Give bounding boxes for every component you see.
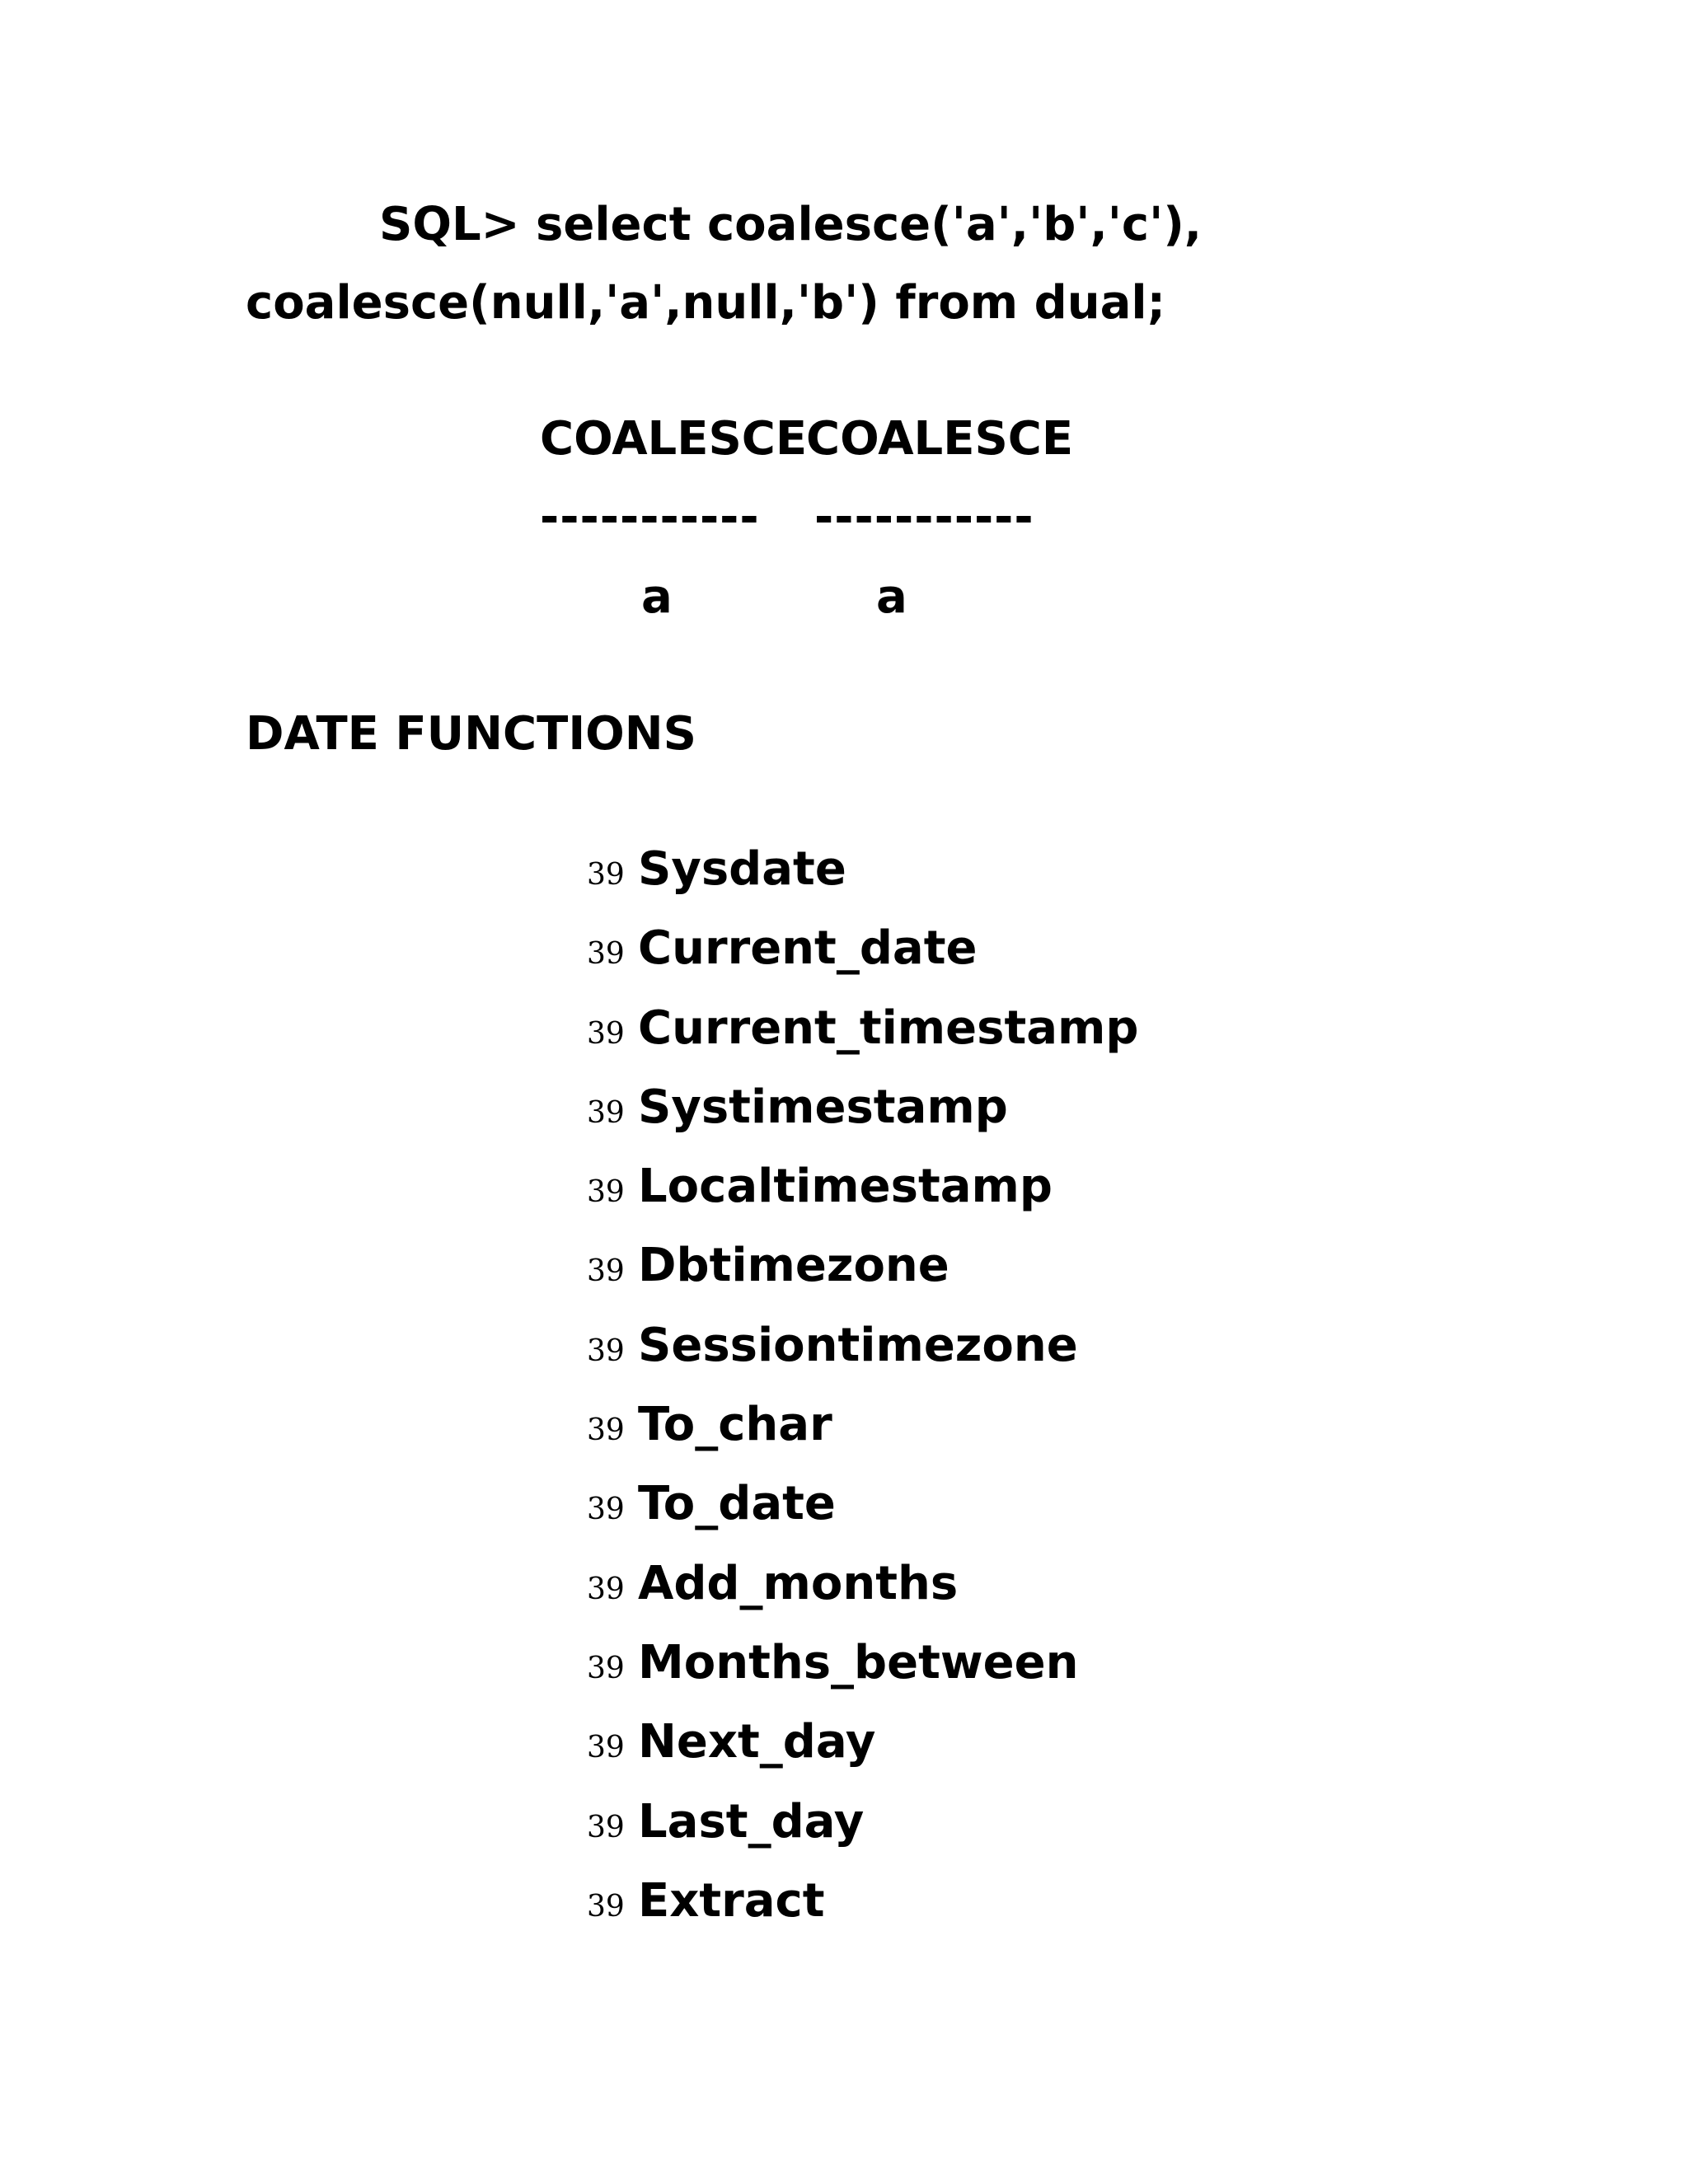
function-name: Next_day <box>638 1715 876 1769</box>
function-name: Add_months <box>638 1556 959 1610</box>
list-item <box>587 1319 1138 1398</box>
list-item <box>587 921 1138 1001</box>
bullet-marker: 39 <box>587 1333 625 1368</box>
bullet-marker: 39 <box>587 1254 625 1289</box>
bullet-marker: 39 <box>587 1651 625 1685</box>
sql-query-line-2: coalesce(null,'a',null,'b') from dual; <box>246 276 1165 330</box>
result-cell-value: a <box>876 570 907 624</box>
bullet-marker: 39 <box>587 937 625 972</box>
list-item <box>587 1080 1138 1160</box>
function-name: Current_timestamp <box>638 1001 1139 1055</box>
function-name: Last_day <box>638 1794 865 1849</box>
result-column-separator: ----------- <box>540 490 760 544</box>
list-item <box>587 1795 1138 1874</box>
result-column-header: COALESCE <box>540 412 808 466</box>
list-item <box>587 1715 1138 1794</box>
function-name: Localtimestamp <box>638 1160 1053 1214</box>
bullet-marker: 39 <box>587 1731 625 1765</box>
result-column-header: COALESCE <box>806 412 1074 466</box>
function-name: To_date <box>638 1477 836 1531</box>
section-heading: DATE FUNCTIONS <box>246 707 696 761</box>
function-name: Current_date <box>638 921 978 976</box>
function-name: Extract <box>638 1873 825 1928</box>
result-column-separator: ----------- <box>814 490 1034 544</box>
bullet-marker: 39 <box>587 858 625 892</box>
function-name: Systimestamp <box>638 1080 1008 1134</box>
bullet-marker: 39 <box>587 1889 625 1924</box>
list-item <box>587 1160 1138 1239</box>
list-item <box>587 1239 1138 1318</box>
bullet-marker: 39 <box>587 1095 625 1130</box>
list-item <box>587 1636 1138 1715</box>
bullet-marker: 39 <box>587 1493 625 1527</box>
bullet-marker: 39 <box>587 1175 625 1210</box>
list-item <box>587 1477 1138 1556</box>
function-name: Sessiontimezone <box>638 1318 1078 1372</box>
result-cell-value: a <box>641 570 673 624</box>
function-name: To_char <box>638 1398 832 1452</box>
list-item <box>587 1398 1138 1477</box>
sql-query-line-1: SQL> select coalesce('a','b','c'), <box>379 198 1203 251</box>
list-item <box>587 1874 1138 1953</box>
bullet-marker: 39 <box>587 1810 625 1844</box>
function-name: Months_between <box>638 1635 1079 1690</box>
bullet-marker: 39 <box>587 1413 625 1448</box>
function-name: Sysdate <box>638 842 846 896</box>
bullet-marker: 39 <box>587 1572 625 1606</box>
list-item <box>587 842 1138 921</box>
bullet-marker: 39 <box>587 1016 625 1051</box>
list-item <box>587 1001 1138 1080</box>
function-name: Dbtimezone <box>638 1239 950 1293</box>
date-function-list <box>587 842 1138 1953</box>
list-item <box>587 1557 1138 1636</box>
